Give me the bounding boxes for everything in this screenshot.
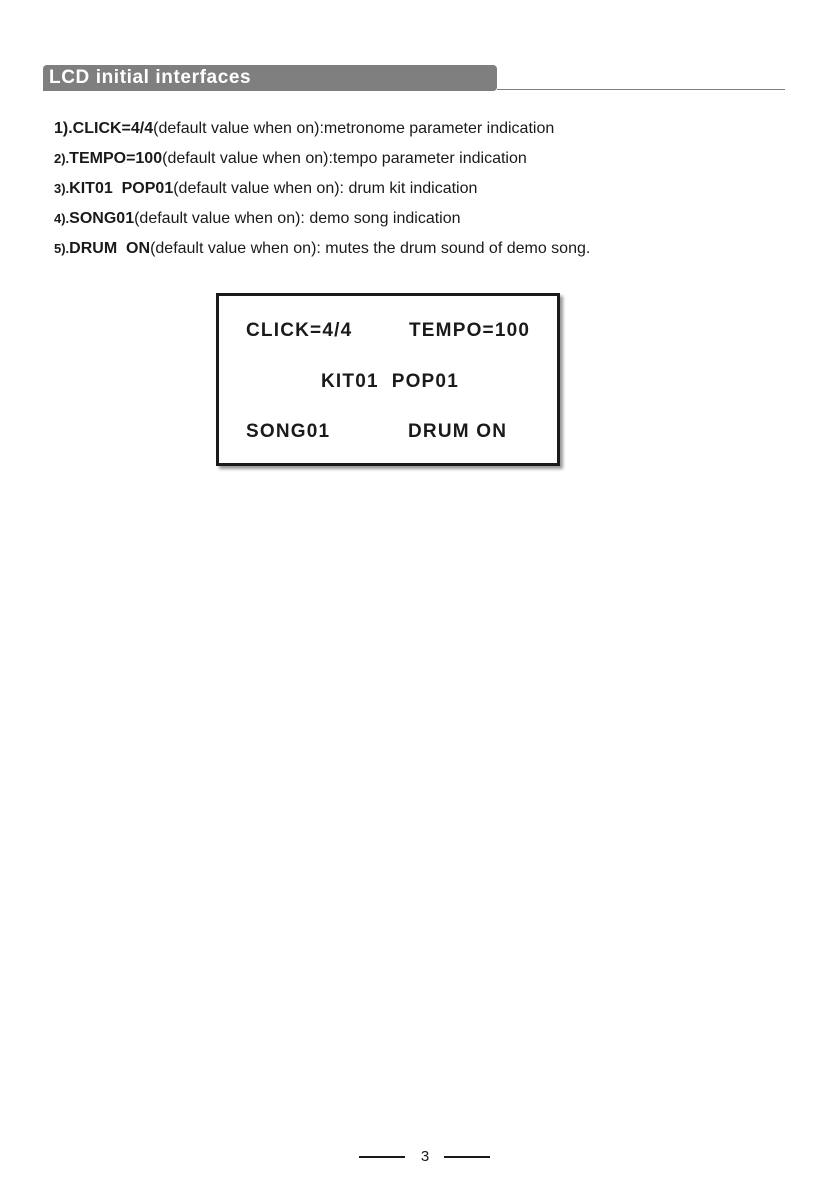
lcd-drum-readout: DRUM ON — [408, 421, 508, 442]
section-header — [43, 65, 785, 91]
lcd-tempo-readout: TEMPO=100 — [409, 320, 531, 341]
list-item-tempo — [54, 144, 794, 174]
section-title: LCD initial interfaces — [49, 67, 252, 88]
lcd-kit-readout: KIT01 POP01 — [321, 371, 459, 392]
lcd-display — [216, 293, 560, 466]
item-description: (default value when on):tempo parameter indication — [162, 150, 527, 167]
list-item-song — [54, 204, 794, 234]
list-item-click — [54, 114, 794, 144]
lcd-song-readout: SONG01 — [246, 421, 331, 442]
item-key: TEMPO=100 — [69, 150, 163, 167]
item-description: (default value when on): mutes the drum sound of demo song. — [150, 240, 591, 257]
item-key: SONG01 — [69, 210, 135, 227]
page-footer — [0, 1146, 839, 1168]
lcd-click-readout: CLICK=4/4 — [246, 320, 353, 341]
item-key: DRUM ON — [69, 240, 151, 257]
item-number: 4). — [54, 211, 70, 226]
item-description: (default value when on): drum kit indication — [173, 180, 478, 197]
page-number: 3 — [420, 1148, 430, 1165]
section-rule — [497, 89, 785, 90]
item-number: 2). — [54, 151, 70, 166]
item-number: 5). — [54, 241, 70, 256]
item-description: (default value when on):metronome parameter indication — [153, 120, 555, 137]
footer-rule-left — [359, 1156, 405, 1158]
item-key: KIT01 POP01 — [69, 180, 174, 197]
item-number: 3). — [54, 181, 70, 196]
list-item-drum — [54, 234, 794, 264]
indication-list — [54, 114, 794, 264]
footer-rule-right — [444, 1156, 490, 1158]
item-description: (default value when on): demo song indication — [134, 210, 461, 227]
section-tab — [43, 65, 497, 91]
list-item-kit — [54, 174, 794, 204]
item-number: 1). — [54, 120, 73, 137]
item-key: CLICK=4/4 — [72, 120, 154, 137]
